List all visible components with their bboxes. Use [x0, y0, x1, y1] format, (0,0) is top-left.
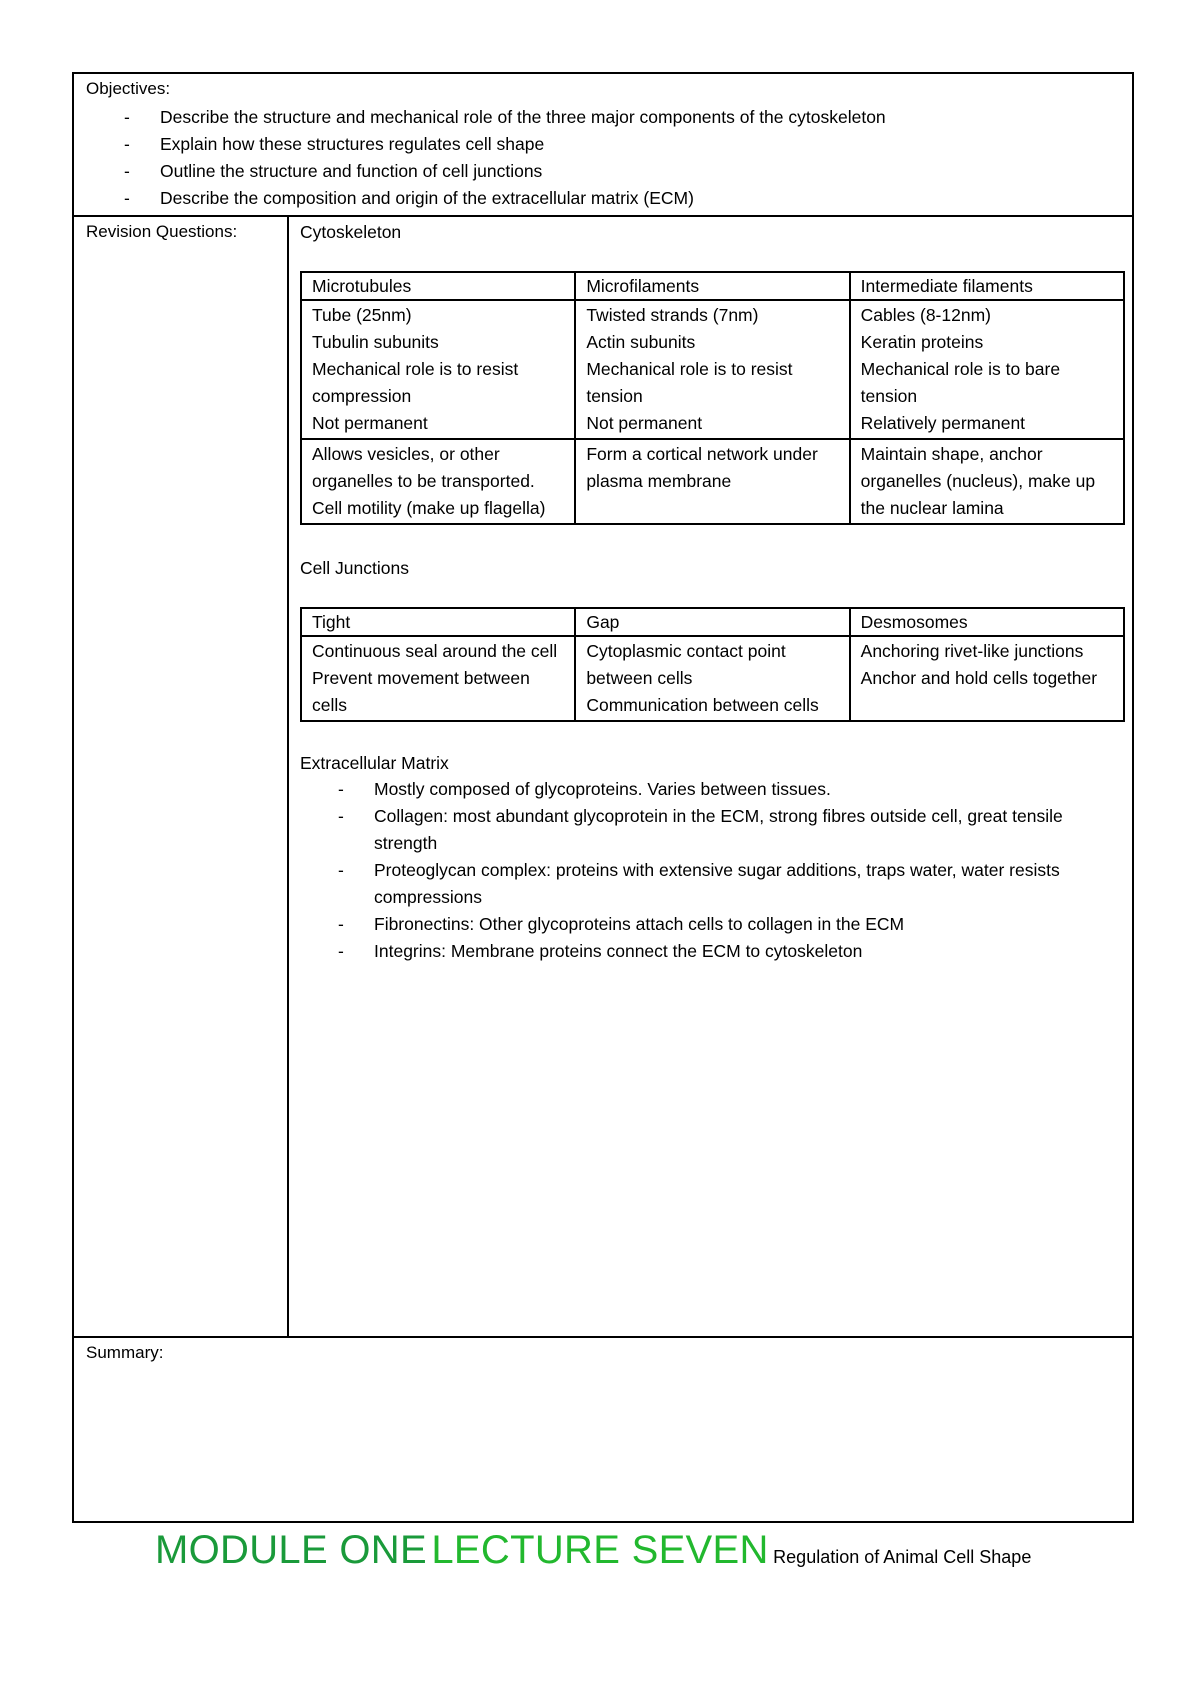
objective-item: - Describe the composition and origin of the extracellular matrix (ECM)	[86, 185, 1120, 212]
table-header-row	[301, 272, 1124, 300]
objective-item: - Describe the structure and mechanical role of the three major components of the cytoskeleton	[86, 104, 1120, 131]
objectives-list	[86, 104, 1120, 212]
table-header-cell: Intermediate filaments	[850, 272, 1124, 300]
cell-line: Relatively permanent	[860, 413, 1026, 433]
table-cell: Maintain shape, anchor organelles (nucleus), make up the nuclear lamina	[850, 439, 1124, 524]
ecm-item: - Proteoglycan complex: proteins with extensive sugar additions, traps water, water resists compressions	[300, 857, 1121, 911]
cell-line: Mechanical role is to resist compression	[312, 359, 519, 406]
cornell-notes-frame	[72, 72, 1134, 1523]
cell-line: Anchor and hold cells together	[860, 668, 1098, 688]
revision-questions-label: Revision Questions:	[86, 222, 238, 241]
cell-line: Tube (25nm)	[312, 305, 412, 325]
cell-line: Keratin proteins	[860, 332, 984, 352]
footer-subtitle: Regulation of Animal Cell Shape	[773, 1547, 1032, 1567]
table-cell	[575, 636, 849, 721]
table-cell	[301, 636, 575, 721]
table-header-cell: Microtubules	[301, 272, 575, 300]
cell-line: Continuous seal around the cell	[312, 641, 558, 661]
ecm-item: - Mostly composed of glycoproteins. Varies between tissues.	[300, 776, 1121, 803]
cell-line: Not permanent	[586, 413, 703, 433]
table-header-cell: Microfilaments	[575, 272, 849, 300]
objective-item: - Explain how these structures regulates cell shape	[86, 131, 1120, 158]
extracellular-matrix-title: Extracellular Matrix	[300, 753, 449, 773]
objective-item: - Outline the structure and function of cell junctions	[86, 158, 1120, 185]
cell-line: Cytoplasmic contact point between cells	[586, 641, 786, 688]
table-header-row	[301, 608, 1124, 636]
table-row	[301, 300, 1124, 439]
page-footer	[155, 1528, 1031, 1573]
table-header-cell: Desmosomes	[850, 608, 1124, 636]
cell-line: Communication between cells	[586, 695, 819, 715]
objectives-section	[74, 74, 1132, 217]
cytoskeleton-table	[300, 271, 1125, 525]
cell-line: Mechanical role is to resist tension	[586, 359, 793, 406]
ecm-item: - Integrins: Membrane proteins connect the ECM to cytoskeleton	[300, 938, 1121, 965]
ecm-list	[300, 776, 1121, 965]
cell-line: Tubulin subunits	[312, 332, 439, 352]
table-cell: Form a cortical network under plasma membrane	[575, 439, 849, 524]
table-row	[301, 439, 1124, 524]
cell-line: Prevent movement between cells	[312, 668, 530, 715]
table-row	[301, 636, 1124, 721]
revision-section	[74, 217, 1132, 1338]
cell-junctions-title: Cell Junctions	[300, 558, 409, 578]
table-cell	[575, 300, 849, 439]
revision-questions-column	[74, 217, 289, 1336]
table-cell: Allows vesicles, or other organelles to be transported. Cell motility (make up flagella)	[301, 439, 575, 524]
summary-section	[74, 1338, 1132, 1521]
table-header-cell: Tight	[301, 608, 575, 636]
cell-junctions-table	[300, 607, 1125, 722]
footer-module: MODULE ONE	[155, 1528, 427, 1572]
table-cell	[850, 300, 1124, 439]
cell-line: Twisted strands (7nm)	[586, 305, 759, 325]
cell-line: Anchoring rivet-like junctions	[860, 641, 1084, 661]
cell-line: Cables (8-12nm)	[860, 305, 991, 325]
table-cell	[850, 636, 1124, 721]
cytoskeleton-title: Cytoskeleton	[300, 222, 402, 242]
cell-line: Not permanent	[312, 413, 428, 433]
cell-line: Mechanical role is to bare tension	[860, 359, 1061, 406]
notes-column	[289, 217, 1132, 1336]
ecm-item: - Fibronectins: Other glycoproteins attach cells to collagen in the ECM	[300, 911, 1121, 938]
table-cell	[301, 300, 575, 439]
cell-line: Actin subunits	[586, 332, 696, 352]
table-header-cell: Gap	[575, 608, 849, 636]
ecm-item: - Collagen: most abundant glycoprotein in the ECM, strong fibres outside cell, great tensile strength	[300, 803, 1121, 857]
summary-label: Summary:	[86, 1343, 164, 1362]
objectives-label: Objectives:	[86, 79, 171, 98]
footer-lecture: LECTURE SEVEN	[431, 1528, 769, 1572]
